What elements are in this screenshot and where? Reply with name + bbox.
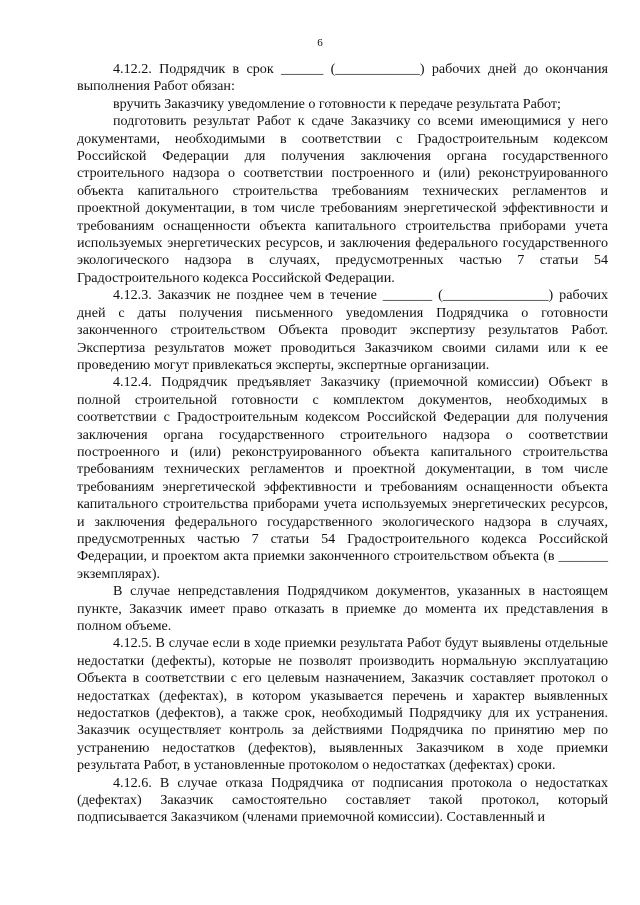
paragraph-4-12-4: 4.12.4. Подрядчик предъявляет Заказчику (приемочной комиссии) Объект в полной строительной готовности с комплектом документов, необходимых в соответствии с Градостроительным кодексом Российской Федерации для получения заключения органа государственного строительного надзора о соответствии построенного и (или) реконструированного объекта капитального строительства требованиям технических регламентов и проектной документации, в том числе требованиям энергетической эффективности и требованиям оснащенности объекта капитального строительства приборами учета используемых энергетических ресурсов, и заключения федерального государственного экологического надзора в случаях, предусмотренных частью 7 статьи 54 Градостроительного кодекса Российской Федерации, и проектом акта приемки законченного строительством объекта (в _______ экземплярах). <box>77 374 608 582</box>
paragraph-nonsubmission: В случае непредставления Подрядчиком документов, указанных в настоящем пункте, Заказчик имеет право отказать в приемке до момента их представления в полном объеме. <box>77 583 608 634</box>
page-number: 6 <box>317 37 323 49</box>
paragraph-4-12-3: 4.12.3. Заказчик не позднее чем в течение _______ (_______________) рабочих дней с даты получения письменного уведомления Подрядчика о готовности законченного строительством Объекта проводит экспертизу результатов Работ. Экспертиза результатов может проводиться Заказчиком своими силами или к ее проведению могут привлекаться эксперты, экспертные организации. <box>77 287 608 373</box>
document-body <box>77 61 608 827</box>
paragraph-prepare-result: подготовить результат Работ к сдаче Заказчику со всеми имеющимися у него документами, необходимыми в соответствии с Градостроительным кодексом Российской Федерации для получения заключения органа государственного строительного надзора о соответствии построенного и (или) реконструированного объекта капитального строительства требованиям технических регламентов и проектной документации, в том числе требованиям энергетической эффективности и требованиям оснащенности объекта капитального строительства приборами учета используемых энергетических ресурсов, и заключения федерального государственного экологического надзора в случаях, предусмотренных частью 7 статьи 54 Градостроительного кодекса Российской Федерации. <box>77 113 608 286</box>
paragraph-notice-obligation: вручить Заказчику уведомление о готовности к передаче результата Работ; <box>113 95 561 112</box>
paragraph-4-12-2: 4.12.2. Подрядчик в срок ______ (____________) рабочих дней до окончания выполнения Работ обязан: <box>77 61 608 95</box>
paragraph-4-12-5: 4.12.5. В случае если в ходе приемки результата Работ будут выявлены отдельные недостатки (дефекты), которые не позволят производить нормальную эксплуатацию Объекта в соответствии с его целевым назначением, Заказчик составляет протокол о недостатках (дефектах), в котором указывается перечень и характер выявленных недостатков (дефектов), а также срок, необходимый Подрядчику для их устранения. Заказчик осуществляет контроль за действиями Подрядчика по принятию мер по устранению недостатков (дефектов), выявленных Заказчиком в ходе приемки результата Работ, в установленные протоколом о недостатках (дефектах) сроки. <box>77 635 608 774</box>
paragraph-4-12-6: 4.12.6. В случае отказа Подрядчика от подписания протокола о недостатках (дефектах) Заказчик самостоятельно составляет такой протокол, который подписывается Заказчиком (членами приемочной комиссии). Составленный и <box>77 774 608 826</box>
